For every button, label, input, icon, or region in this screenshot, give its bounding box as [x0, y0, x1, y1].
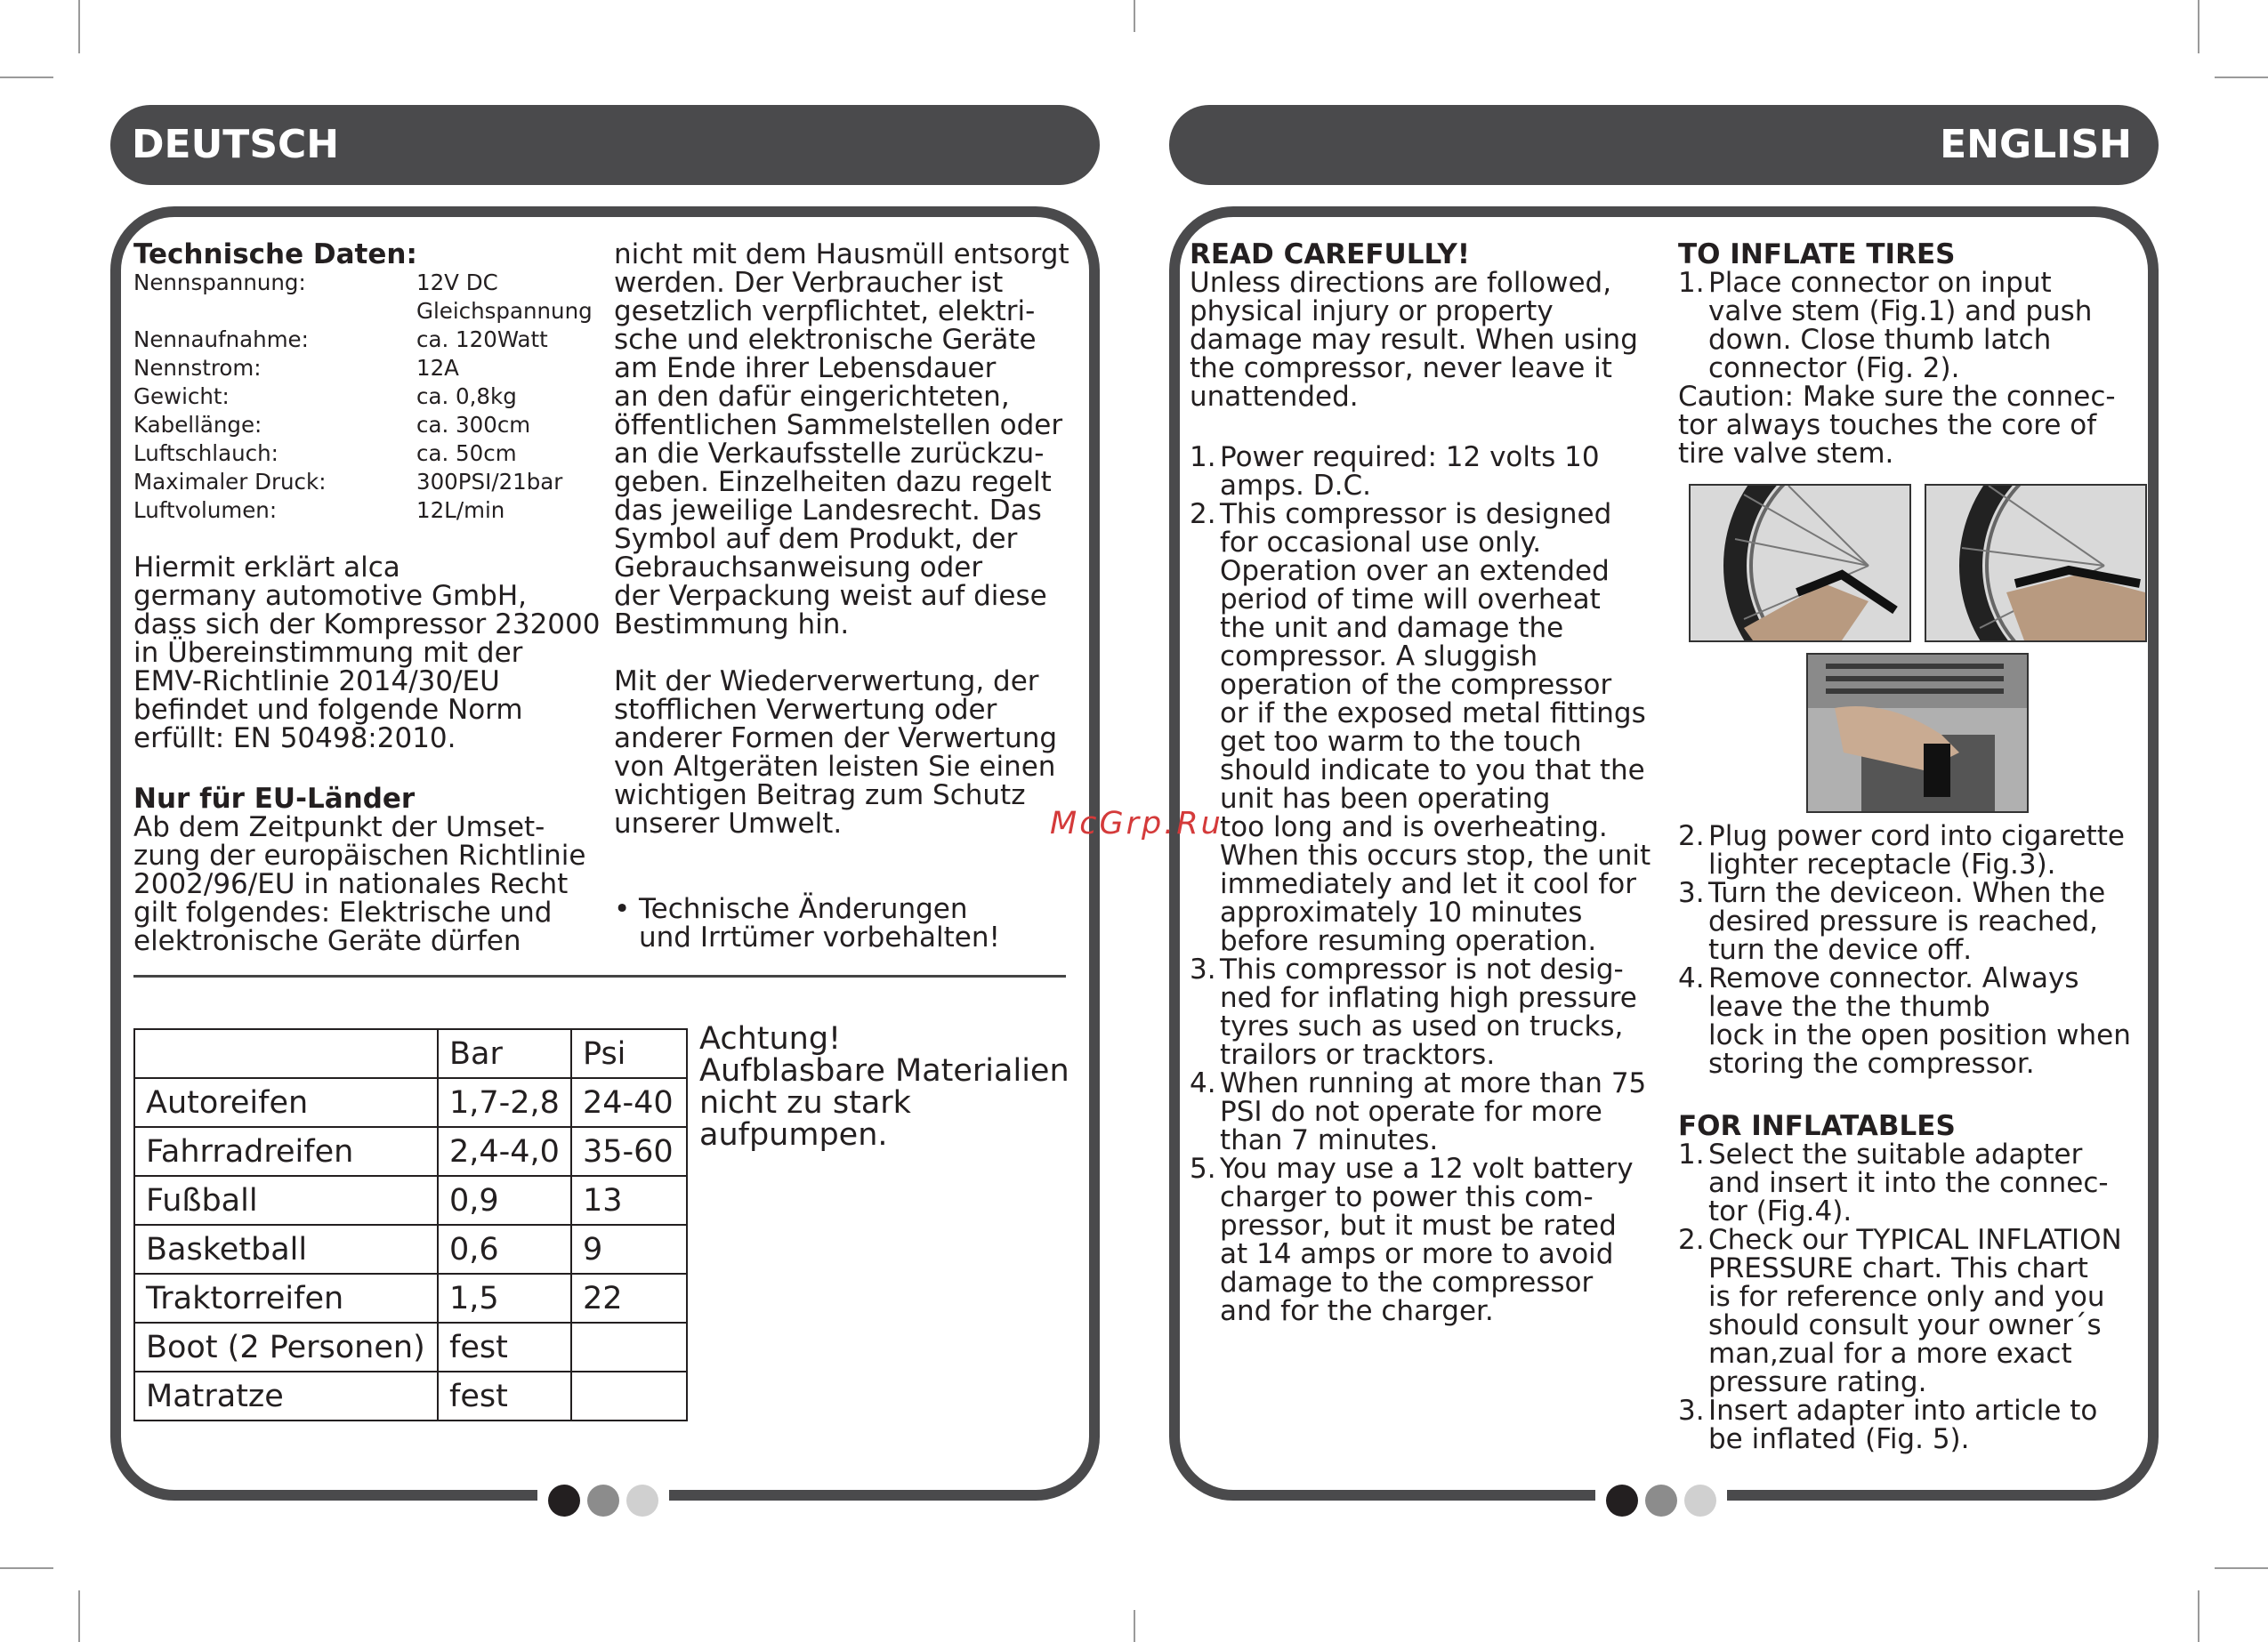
item-number: 4. — [1678, 962, 1705, 994]
spec-key: Nennspannung: — [133, 270, 306, 295]
page-dot-active — [1606, 1485, 1638, 1517]
spec-key: Luftschlauch: — [133, 440, 278, 466]
text-line: unserer Umwelt. — [614, 808, 843, 840]
text-line: charger to power this com- — [1220, 1181, 1594, 1213]
text-line: tor always touches the core of — [1678, 409, 2097, 441]
item-number: 4. — [1190, 1067, 1216, 1099]
inflatables-title: FOR INFLATABLES — [1678, 1110, 1956, 1142]
text-line: öffentlichen Sammelstellen oder — [614, 409, 1063, 441]
declaration-text — [133, 553, 614, 753]
text-line: Plug power cord into cigarette — [1708, 820, 2125, 852]
spec-row — [133, 496, 596, 525]
text-line: geben. Einzelheiten dazu regelt — [614, 466, 1052, 498]
text-line: sche und elektronische Geräte — [614, 324, 1037, 356]
text-line: tyres such as used on trucks, — [1220, 1010, 1624, 1042]
spec-list — [133, 269, 596, 525]
crop-mark — [2198, 1590, 2199, 1642]
page-indicator — [1595, 1485, 1727, 1517]
spec-value: Gleichspannung — [416, 298, 593, 324]
list-item — [1190, 1069, 1670, 1155]
table-cell: Traktorreifen — [134, 1274, 438, 1323]
text-line: Power required: 12 volts 10 — [1220, 441, 1600, 473]
spec-value: 12L/min — [416, 497, 505, 523]
wheel-valve-illustration — [1691, 486, 1909, 640]
text-line: Ab dem Zeitpunkt der Umset- — [133, 811, 545, 843]
table-row — [134, 1176, 687, 1225]
text-line: Gebrauchsanweisung oder — [614, 551, 983, 584]
eu-title: Nur für EU-Länder — [133, 783, 416, 815]
table-cell: Basketball — [134, 1225, 438, 1274]
table-cell: fest — [438, 1323, 571, 1372]
text-line: zung der europäischen Richtlinie — [133, 840, 586, 872]
section-header-english: ENGLISH — [1169, 105, 2159, 185]
text-line: nicht zu stark — [699, 1085, 911, 1121]
spec-key: Nennstrom: — [133, 355, 262, 381]
page-dot — [587, 1485, 619, 1517]
text-line: This compressor is designed — [1220, 498, 1612, 530]
item-number: 2. — [1678, 820, 1705, 852]
text-line: This compressor is not desig- — [1220, 954, 1624, 986]
spec-row — [133, 439, 596, 468]
spec-key: Maximaler Druck: — [133, 469, 327, 495]
text-line: erfüllt: EN 50498:2010. — [133, 722, 456, 754]
text-line: Operation over an extended — [1220, 555, 1610, 587]
safety-items-list — [1190, 443, 1670, 1325]
table-cell: Boot (2 Personen) — [134, 1323, 438, 1372]
text-line: leave the the thumb — [1708, 991, 1990, 1023]
disposal-text — [614, 240, 1077, 639]
changes-note — [614, 895, 1077, 952]
table-header-cell: Psi — [571, 1029, 687, 1078]
table-cell: 13 — [571, 1176, 687, 1225]
item-number: 3. — [1678, 877, 1705, 909]
text-line: EMV-Richtlinie 2014/30/EU — [133, 665, 500, 697]
text-line: the unit and damage the — [1220, 612, 1564, 644]
text-line: Insert adapter into article to — [1708, 1395, 2098, 1427]
section-header-deutsch: DEUTSCH — [110, 105, 1100, 185]
text-line: at 14 amps or more to avoid — [1220, 1238, 1614, 1270]
text-line: pressure rating. — [1708, 1366, 1927, 1398]
text-line: nicht mit dem Hausmüll entsorgt — [614, 238, 1069, 270]
tires-caution — [1678, 382, 2141, 468]
crop-mark — [1134, 1610, 1135, 1642]
text-line: physical injury or property — [1190, 295, 1554, 327]
text-line: PSI do not operate for more — [1220, 1096, 1602, 1128]
table-cell: Autoreifen — [134, 1078, 438, 1127]
text-line: turn the device off. — [1708, 934, 1973, 966]
watermark: McGrp.Ru — [1050, 806, 1223, 841]
text-line: or if the exposed metal fittings — [1220, 697, 1646, 729]
caution-text-de — [699, 1023, 1091, 1151]
spec-value: 12V DC — [416, 270, 498, 295]
text-line: too long and is overheating. — [1220, 811, 1608, 843]
text-line: elektronische Geräte dürfen — [133, 925, 521, 957]
crop-mark — [0, 76, 53, 78]
recycling-text — [614, 667, 1077, 838]
spec-value: 300PSI/21bar — [416, 469, 563, 495]
text-line: storing the compressor. — [1708, 1048, 2035, 1080]
tech-data-title: Technische Daten: — [133, 238, 417, 270]
list-item — [1678, 879, 2141, 964]
crop-mark — [2215, 76, 2268, 78]
text-line: Aufblasbare Materialien — [699, 1053, 1069, 1089]
note-lines — [639, 895, 1000, 952]
text-line: 2002/96/EU in nationales Recht — [133, 868, 569, 900]
text-line: amps. D.C. — [1220, 470, 1371, 502]
crop-mark — [2198, 0, 2199, 53]
table-cell: Matratze — [134, 1372, 438, 1421]
item-number: 2. — [1190, 498, 1216, 530]
tires-steps-list-continued — [1678, 822, 2141, 1078]
text-line: get too warm to the touch — [1220, 726, 1582, 758]
spec-key: Luftvolumen: — [133, 497, 278, 523]
inflatables-steps-list — [1678, 1140, 2141, 1453]
spec-key — [133, 297, 416, 326]
text-line: tor (Fig.4). — [1708, 1195, 1852, 1227]
text-line: and for the charger. — [1220, 1295, 1494, 1327]
text-line: der Verpackung weist auf diese — [614, 580, 1047, 612]
tires-steps-list — [1678, 269, 2141, 382]
list-item — [1678, 1226, 2141, 1397]
text-line: When this occurs stop, the unit — [1220, 840, 1651, 872]
spec-key: Gewicht: — [133, 383, 230, 409]
table-cell: 9 — [571, 1225, 687, 1274]
page-dot — [1684, 1485, 1716, 1517]
table-cell: 1,7-2,8 — [438, 1078, 571, 1127]
text-line: in Übereinstimmung mit der — [133, 637, 523, 669]
text-line: should consult your owner´s — [1708, 1309, 2102, 1341]
text-line: Technische Änderungen — [639, 893, 968, 925]
text-line: before resuming operation. — [1220, 925, 1597, 957]
item-number: 1. — [1678, 267, 1705, 299]
list-item — [1678, 1140, 2141, 1226]
text-line: gesetzlich verpflichtet, elektri- — [614, 295, 1036, 327]
text-line: an die Verkaufsstelle zurückzu- — [614, 438, 1045, 470]
text-line: Unless directions are followed, — [1190, 267, 1612, 299]
crop-mark — [78, 0, 80, 53]
text-line: stofflichen Verwertung oder — [614, 694, 997, 726]
list-item — [1190, 500, 1670, 955]
text-line: von Altgeräten leisten Sie einen — [614, 751, 1056, 783]
text-line: period of time will overheat — [1220, 584, 1601, 616]
table-row — [134, 1225, 687, 1274]
spec-row — [133, 326, 596, 354]
text-line: compressor. A sluggish — [1220, 640, 1538, 672]
text-line: Check our TYPICAL INFLATION — [1708, 1224, 2122, 1256]
text-line: be inflated (Fig. 5). — [1708, 1423, 1970, 1455]
divider — [133, 975, 1066, 978]
inflatables-section — [1678, 1112, 2141, 1453]
table-row — [134, 1274, 687, 1323]
list-item — [1678, 1397, 2141, 1453]
list-item — [1678, 822, 2141, 879]
text-line: connector (Fig. 2). — [1708, 352, 1960, 384]
read-carefully-title: READ CAREFULLY! — [1190, 238, 1470, 270]
list-item — [1678, 269, 2141, 382]
text-line: germany automotive GmbH, — [133, 580, 528, 612]
table-cell: 2,4-4,0 — [438, 1127, 571, 1176]
table-header-row — [134, 1029, 687, 1078]
technical-data-section — [133, 240, 596, 525]
pressure-table — [133, 1028, 688, 1421]
page-dot — [1645, 1485, 1677, 1517]
text-line: an den dafür eingerichteten, — [614, 381, 1010, 413]
text-line: Place connector on input — [1708, 267, 2052, 299]
table-cell: 0,6 — [438, 1225, 571, 1274]
cigarette-lighter-illustration — [1808, 655, 2027, 811]
text-line: Hiermit erklärt alca — [133, 551, 400, 584]
page-indicator — [537, 1485, 669, 1517]
text-line: Turn the deviceon. When the — [1708, 877, 2106, 909]
text-line: valve stem (Fig.1) and push — [1708, 295, 2093, 327]
text-line: wichtigen Beitrag zum Schutz — [614, 779, 1026, 811]
text-line: PRESSURE chart. This chart — [1708, 1252, 2088, 1284]
list-item — [1190, 443, 1670, 500]
text-line: Achtung! — [699, 1021, 842, 1057]
spec-key: Kabellänge: — [133, 412, 262, 438]
table-cell: 0,9 — [438, 1176, 571, 1225]
crop-mark — [0, 1567, 53, 1569]
text-line: aufpumpen. — [699, 1117, 888, 1153]
page-dot — [626, 1485, 658, 1517]
table-cell: 35-60 — [571, 1127, 687, 1176]
spec-row — [133, 297, 596, 326]
text-line: pressor, but it must be rated — [1220, 1210, 1617, 1242]
text-line: approximately 10 minutes — [1220, 897, 1583, 929]
bullet: • — [614, 893, 631, 925]
text-line: is for reference only and you — [1708, 1281, 2105, 1313]
text-line: ned for inflating high pressure — [1220, 982, 1637, 1014]
figure-2-photo — [1925, 484, 2147, 642]
inflate-tires-title: TO INFLATE TIRES — [1678, 238, 1956, 270]
text-line: das jeweilige Landesrecht. Das — [614, 495, 1042, 527]
spec-row — [133, 411, 596, 439]
text-line: man,zual for a more exact — [1708, 1338, 2072, 1370]
text-line: for occasional use only. — [1220, 527, 1542, 559]
item-number: 3. — [1678, 1395, 1705, 1427]
text-line: the compressor, never leave it — [1190, 352, 1612, 384]
text-line: gilt folgendes: Elektrische und — [133, 897, 553, 929]
table-header-cell — [134, 1029, 438, 1078]
item-number: 1. — [1190, 441, 1216, 473]
list-item — [1190, 955, 1670, 1069]
text-line: lighter receptacle (Fig.3). — [1708, 849, 2056, 881]
table-row — [134, 1127, 687, 1176]
read-carefully-section — [1190, 240, 1670, 411]
text-line: Bestimmung hin. — [614, 608, 850, 640]
text-line: damage to the compressor — [1220, 1267, 1594, 1299]
inflate-tires-section — [1678, 240, 2141, 468]
eu-section — [133, 785, 614, 955]
text-line: Symbol auf dem Produkt, der — [614, 523, 1018, 555]
text-line: should indicate to you that the — [1220, 754, 1645, 786]
figure-1-photo — [1689, 484, 1911, 642]
text-line: than 7 minutes. — [1220, 1124, 1439, 1156]
text-line: desired pressure is reached, — [1708, 906, 2098, 938]
text-line: anderer Formen der Verwertung — [614, 722, 1058, 754]
item-number: 1. — [1678, 1139, 1705, 1171]
page-dot-active — [548, 1485, 580, 1517]
table-cell — [571, 1323, 687, 1372]
spec-row — [133, 382, 596, 411]
crop-mark — [2215, 1567, 2268, 1569]
text-line: dass sich der Kompressor 232000 — [133, 608, 601, 640]
text-line: Mit der Wiederverwertung, der — [614, 665, 1039, 697]
table-header-cell: Bar — [438, 1029, 571, 1078]
spec-value: ca. 0,8kg — [416, 383, 517, 409]
spec-value: ca. 300cm — [416, 412, 531, 438]
table-cell: Fußball — [134, 1176, 438, 1225]
thumb-latch-illustration — [1926, 486, 2145, 640]
spec-value: ca. 120Watt — [416, 326, 548, 352]
spec-value: ca. 50cm — [416, 440, 517, 466]
text-line: werden. Der Verbraucher ist — [614, 267, 1004, 299]
crop-mark — [78, 1590, 80, 1642]
table-cell: fest — [438, 1372, 571, 1421]
text-line: Caution: Make sure the connec- — [1678, 381, 2116, 413]
text-line: Remove connector. Always — [1708, 962, 2079, 994]
item-number: 2. — [1678, 1224, 1705, 1256]
table-cell: 1,5 — [438, 1274, 571, 1323]
spec-row — [133, 354, 596, 382]
text-line: operation of the compressor — [1220, 669, 1612, 701]
item-number: 3. — [1190, 954, 1216, 986]
spec-key: Nennaufnahme: — [133, 326, 309, 352]
table-cell: Fahrradreifen — [134, 1127, 438, 1176]
table-row — [134, 1323, 687, 1372]
text-line: am Ende ihrer Lebensdauer — [614, 352, 997, 384]
table-cell: 22 — [571, 1274, 687, 1323]
text-line: You may use a 12 volt battery — [1220, 1153, 1634, 1185]
text-line: When running at more than 75 — [1220, 1067, 1647, 1099]
text-line: und Irrtümer vorbehalten! — [639, 922, 1000, 954]
text-line: befindet und folgende Norm — [133, 694, 523, 726]
text-line: immediately and let it cool for — [1220, 868, 1636, 900]
text-line: lock in the open position when — [1708, 1019, 2131, 1051]
spec-row — [133, 269, 596, 297]
eu-text — [133, 813, 614, 955]
figure-3-photo — [1806, 653, 2029, 813]
table-row — [134, 1372, 687, 1421]
table-row — [134, 1078, 687, 1127]
text-line: damage may result. When using — [1190, 324, 1638, 356]
spec-value: 12A — [416, 355, 459, 381]
text-line: unattended. — [1190, 381, 1359, 413]
text-line: and insert it into the connec- — [1708, 1167, 2109, 1199]
list-item — [1678, 964, 2141, 1078]
table-cell: 24-40 — [571, 1078, 687, 1127]
spec-row — [133, 468, 596, 496]
crop-mark — [1134, 0, 1135, 32]
list-item — [1190, 1155, 1670, 1325]
item-number: 5. — [1190, 1153, 1216, 1185]
text-line: Select the suitable adapter — [1708, 1139, 2083, 1171]
text-line: trailors or tracktors. — [1220, 1039, 1496, 1071]
text-line: tire valve stem. — [1678, 438, 1894, 470]
text-line: down. Close thumb latch — [1708, 324, 2052, 356]
text-line: unit has been operating — [1220, 783, 1551, 815]
read-carefully-text — [1190, 269, 1670, 411]
table-cell — [571, 1372, 687, 1421]
